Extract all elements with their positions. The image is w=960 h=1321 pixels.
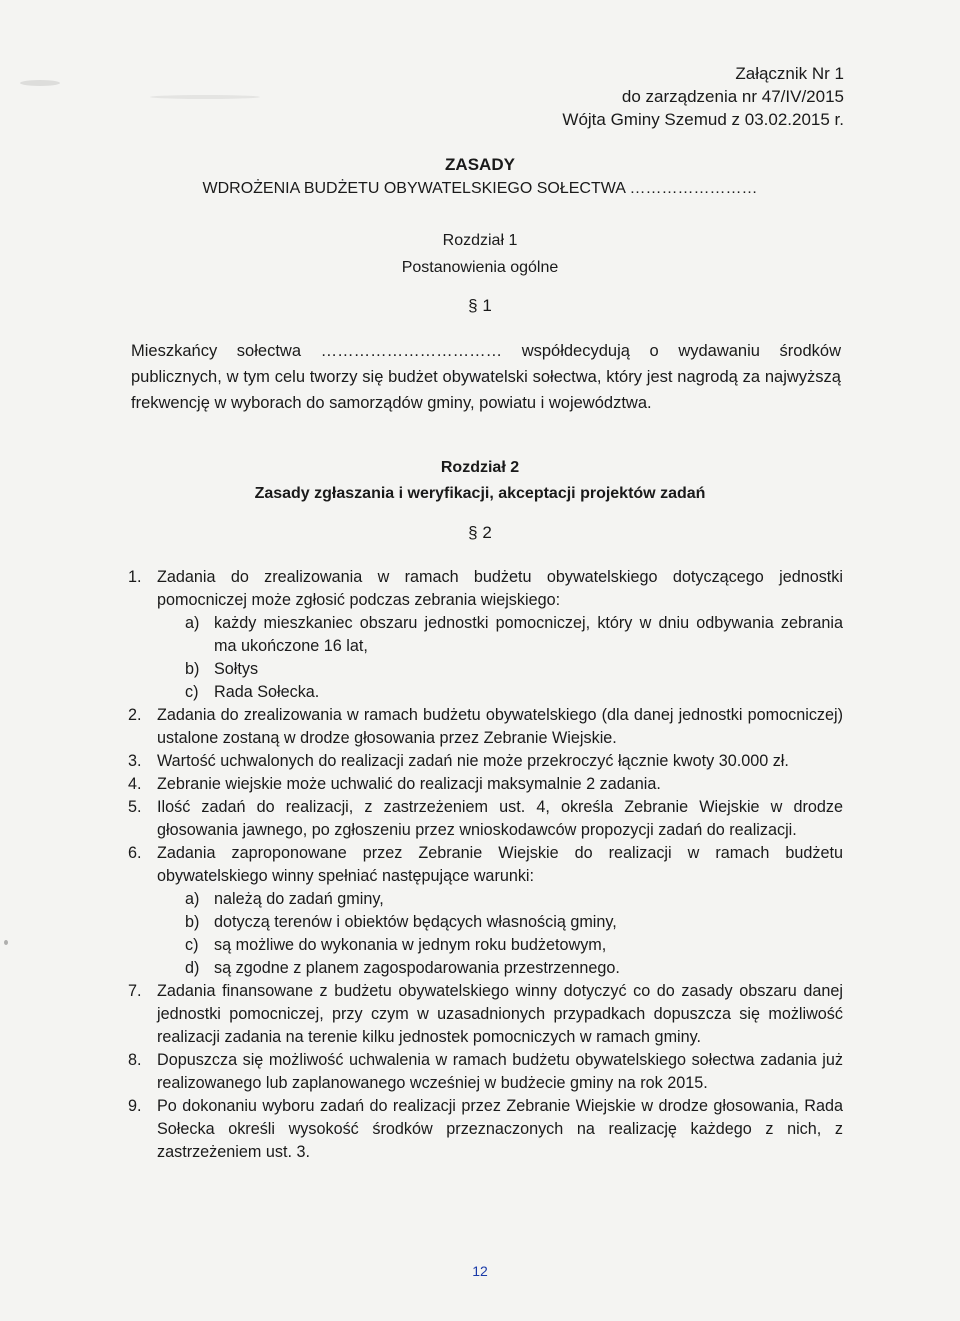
scan-smudge bbox=[20, 80, 60, 86]
document-subtitle: WDROŻENIA BUDŻETU OBYWATELSKIEGO SOŁECTWA …………………… bbox=[202, 180, 758, 197]
ordinance-reference: do zarządzenia nr 47/IV/2015 bbox=[621, 87, 844, 106]
scan-speck bbox=[4, 940, 8, 945]
item-number: 5. bbox=[128, 798, 142, 816]
item-text: Zadania finansowane z budżetu obywatelskiego winny dotyczyć co do zasady obszaru danej jednostki pomocniczej, przy czym w uzasadnionych przypadkach dopuszcza się możliwość realizacji zadania na terenie kilku jednostek pomocniczych w ramach gminy. bbox=[157, 982, 843, 1046]
item-text: Dopuszcza się możliwość uchwalenia w ramach budżetu obywatelskiego sołectwa zadania już realizowanego lub zaplanowanego wcześniej w budżecie gminy na rok 2015. bbox=[157, 1051, 843, 1092]
chapter-2-number: Rozdział 2 bbox=[440, 459, 520, 476]
document-title: ZASADY bbox=[445, 155, 515, 174]
item-text: Po dokonaniu wyboru zadań do realizacji przez Zebranie Wiejskie w drodze głosowania, Rada Sołecka określi wysokość środków przeznaczonych na realizację każdego z nich, z zastrzeżeniem ust. 3. bbox=[157, 1097, 843, 1161]
ordinance-issuer-date: Wójta Gminy Szemud z 03.02.2015 r. bbox=[562, 110, 844, 129]
sub-list-item bbox=[157, 888, 843, 911]
sub-item-letter: c) bbox=[185, 683, 199, 701]
item-number: 3. bbox=[128, 752, 142, 770]
section-1-mark: § 1 bbox=[468, 296, 492, 315]
page-number: 12 bbox=[472, 1263, 488, 1279]
sub-item-text: dotyczą terenów i obiektów będących własnością gminy, bbox=[214, 913, 617, 931]
item-number: 7. bbox=[128, 982, 142, 1000]
sub-list-item bbox=[157, 957, 843, 980]
section-2-list bbox=[128, 566, 843, 1164]
list-item bbox=[128, 773, 843, 796]
attachment-number: Załącznik Nr 1 bbox=[735, 64, 844, 83]
sub-item-letter: a) bbox=[185, 614, 200, 632]
section-1-text: Mieszkańcy sołectwa …………………………… współdecydują o wydawaniu środków publicznych, w tym celu tworzy się budżet obywatelski sołectwa, który jest nagrodą za najwyższą frekwencję w wyborach do samorządów gminy, powiatu i województwa. bbox=[131, 342, 841, 412]
chapter-1-title: Postanowienia ogólne bbox=[401, 259, 559, 276]
attachment-header bbox=[562, 62, 844, 131]
sub-item-text: należą do zadań gminy, bbox=[214, 890, 384, 908]
list-item bbox=[128, 704, 843, 750]
item-text: Zadania do zrealizowania w ramach budżetu obywatelskiego dotyczącego jednostki pomocniczej może zgłosić podczas zebrania wiejskiego: bbox=[157, 568, 843, 609]
chapter-1-number: Rozdział 1 bbox=[442, 232, 518, 249]
list-item bbox=[128, 796, 843, 842]
list-item bbox=[128, 842, 843, 980]
scan-smudge bbox=[150, 95, 260, 99]
chapter-2-heading bbox=[0, 455, 960, 507]
item-text: Wartość uchwalonych do realizacji zadań nie może przekroczyć łącznie kwoty 30.000 zł. bbox=[157, 752, 789, 770]
list-item bbox=[128, 566, 843, 704]
sub-item-text: Rada Sołecka. bbox=[214, 683, 320, 701]
sub-item-letter: b) bbox=[185, 913, 200, 931]
sub-item-letter: a) bbox=[185, 890, 200, 908]
item-number: 4. bbox=[128, 775, 142, 793]
sub-item-text: są zgodne z planem zagospodarowania przestrzennego. bbox=[214, 959, 620, 977]
sub-item-letter: c) bbox=[185, 936, 199, 954]
chapter-2-title: Zasady zgłaszania i weryfikacji, akceptacji projektów zadań bbox=[254, 485, 706, 502]
item-text: Ilość zadań do realizacji, z zastrzeżeniem ust. 4, określa Zebranie Wiejskie w drodze głosowania jawnego, po zgłoszeniu przez wnioskodawców propozycji zadań do realizacji. bbox=[157, 798, 843, 839]
chapter-1-heading bbox=[0, 227, 960, 281]
list-item bbox=[128, 1095, 843, 1164]
sub-item-letter: b) bbox=[185, 660, 200, 678]
list-item bbox=[128, 980, 843, 1049]
item-text: Zadania do zrealizowania w ramach budżetu obywatelskiego (dla danej jednostki pomocniczej) ustalone zostaną w drodze głosowania przez Zebranie Wiejskie. bbox=[157, 706, 843, 747]
sub-item-text: Sołtys bbox=[214, 660, 259, 678]
item-number: 1. bbox=[128, 568, 142, 586]
item-number: 6. bbox=[128, 844, 142, 862]
item-number: 9. bbox=[128, 1097, 142, 1115]
sub-item-text: każdy mieszkaniec obszaru jednostki pomocniczej, który w dniu odbywania zebrania ma ukończone 16 lat, bbox=[214, 614, 843, 655]
item-text: Zebranie wiejskie może uchwalić do realizacji maksymalnie 2 zadania. bbox=[157, 775, 661, 793]
list-item bbox=[128, 750, 843, 773]
item-text: Zadania zaproponowane przez Zebranie Wiejskie do realizacji w ramach budżetu obywatelskiego winny spełniać następujące warunki: bbox=[157, 844, 843, 885]
sub-list-item bbox=[157, 681, 843, 704]
sub-item-letter: d) bbox=[185, 959, 200, 977]
list-item bbox=[128, 1049, 843, 1095]
section-2-mark: § 2 bbox=[468, 523, 492, 542]
sub-item-text: są możliwe do wykonania w jednym roku budżetowym, bbox=[214, 936, 607, 954]
sub-list-item bbox=[157, 911, 843, 934]
item-number: 2. bbox=[128, 706, 142, 724]
sub-list bbox=[157, 612, 843, 704]
sub-list-item bbox=[157, 612, 843, 658]
item-number: 8. bbox=[128, 1051, 142, 1069]
sub-list-item bbox=[157, 934, 843, 957]
sub-list-item bbox=[157, 658, 843, 681]
sub-list bbox=[157, 888, 843, 980]
